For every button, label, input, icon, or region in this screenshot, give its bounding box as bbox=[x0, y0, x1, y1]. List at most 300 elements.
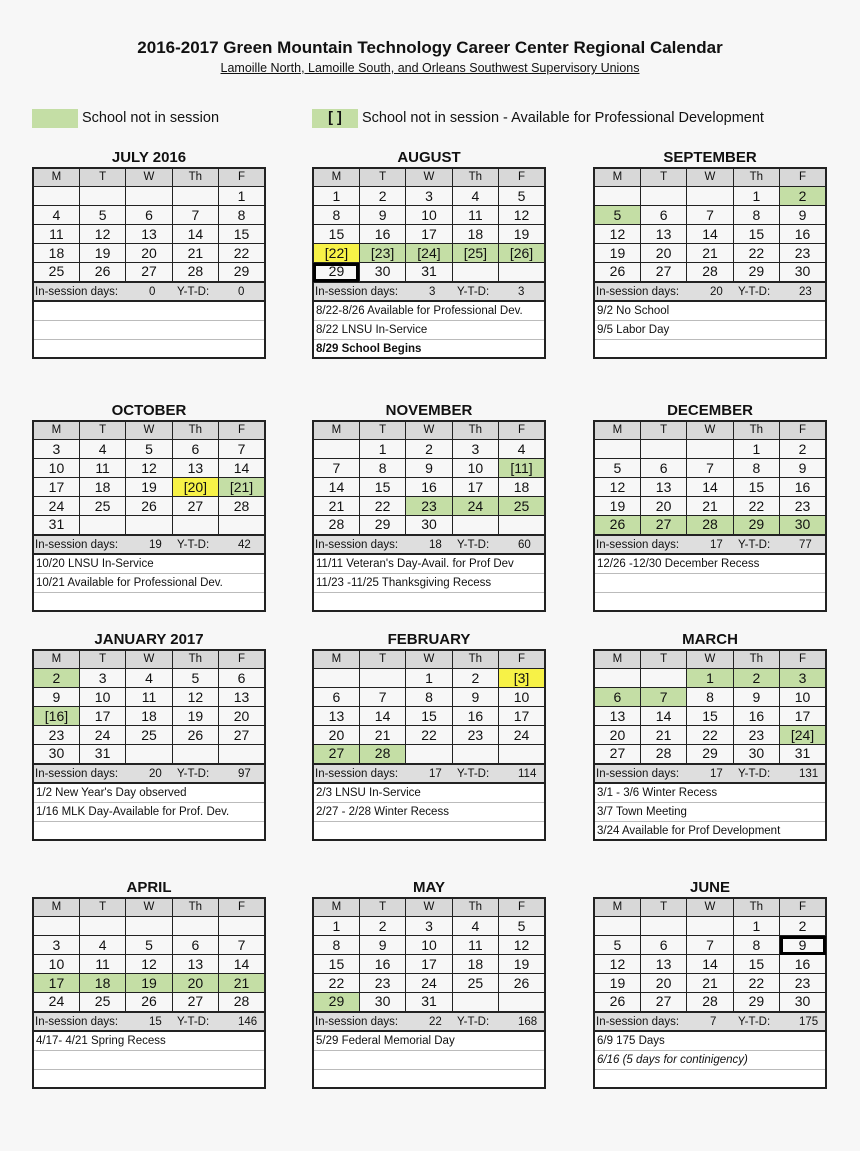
week-row bbox=[33, 688, 265, 707]
day-cell: 3 bbox=[33, 936, 79, 955]
week-row bbox=[313, 187, 545, 206]
week-row bbox=[594, 225, 826, 244]
day-cell bbox=[640, 669, 686, 688]
week-row bbox=[33, 955, 265, 974]
day-cell: 9 bbox=[780, 206, 826, 225]
day-cell: 14 bbox=[219, 955, 265, 974]
in-session-value: 3 bbox=[429, 285, 436, 298]
month-block bbox=[312, 401, 546, 612]
note-line bbox=[34, 593, 264, 612]
note-line: 1/16 MLK Day-Available for Prof. Dev. bbox=[34, 803, 264, 822]
note-line: 8/29 School Begins bbox=[316, 342, 422, 355]
day-cell: 22 bbox=[406, 726, 452, 745]
day-cell: 7 bbox=[687, 936, 733, 955]
day-cell: 20 bbox=[313, 726, 359, 745]
day-cell: 13 bbox=[594, 707, 640, 726]
day-cell: 24 bbox=[406, 974, 452, 993]
in-session-value: 20 bbox=[710, 285, 723, 298]
in-session-label: In-session days: bbox=[596, 1015, 680, 1028]
day-cell: 30 bbox=[406, 516, 452, 535]
weekday-header: T bbox=[79, 650, 125, 669]
week-row bbox=[313, 669, 545, 688]
week-row bbox=[33, 459, 265, 478]
day-cell: 21 bbox=[172, 244, 218, 263]
day-cell: 8 bbox=[406, 688, 452, 707]
note-line: 6/16 (5 days for continigency) bbox=[595, 1051, 825, 1070]
day-cell: 19 bbox=[126, 478, 172, 497]
day-cell: 2 bbox=[780, 917, 826, 936]
day-cell: 30 bbox=[33, 745, 79, 764]
note-line bbox=[34, 1051, 264, 1070]
day-cell: 9 bbox=[452, 688, 498, 707]
stats-row bbox=[32, 765, 266, 784]
day-cell: 8 bbox=[733, 206, 779, 225]
week-row bbox=[313, 206, 545, 225]
day-cell: 26 bbox=[126, 497, 172, 516]
day-cell: 9 bbox=[33, 688, 79, 707]
day-cell: 11 bbox=[33, 225, 79, 244]
weekday-header: M bbox=[313, 898, 359, 917]
day-cell: 28 bbox=[359, 745, 405, 764]
weekday-header: M bbox=[313, 421, 359, 440]
weekday-header: M bbox=[594, 168, 640, 187]
month-block bbox=[312, 630, 546, 841]
day-cell: 13 bbox=[172, 459, 218, 478]
day-cell: 23 bbox=[406, 497, 452, 516]
ytd-value: 97 bbox=[238, 767, 251, 780]
day-cell: 28 bbox=[687, 993, 733, 1012]
day-cell: 20 bbox=[594, 726, 640, 745]
ytd-value: 168 bbox=[518, 1015, 538, 1028]
day-cell: 16 bbox=[406, 478, 452, 497]
day-cell: 7 bbox=[313, 459, 359, 478]
day-cell: 20 bbox=[172, 974, 218, 993]
ytd-value: 0 bbox=[238, 285, 245, 298]
week-row bbox=[33, 244, 265, 263]
day-cell: 13 bbox=[313, 707, 359, 726]
day-cell: [22] bbox=[313, 244, 359, 263]
day-cell: 17 bbox=[33, 974, 79, 993]
day-cell: 12 bbox=[499, 206, 545, 225]
week-row bbox=[33, 206, 265, 225]
week-row bbox=[33, 516, 265, 535]
weekday-header: F bbox=[499, 898, 545, 917]
day-cell: 6 bbox=[126, 206, 172, 225]
in-session-label: In-session days: bbox=[315, 538, 399, 551]
day-cell: [24] bbox=[780, 726, 826, 745]
day-cell: 10 bbox=[33, 955, 79, 974]
day-cell: 31 bbox=[406, 993, 452, 1012]
note-line bbox=[34, 822, 264, 841]
week-row bbox=[594, 440, 826, 459]
day-cell bbox=[499, 993, 545, 1012]
day-cell bbox=[172, 745, 218, 764]
weekday-header: W bbox=[687, 898, 733, 917]
weekday-header: T bbox=[359, 421, 405, 440]
day-cell: 26 bbox=[594, 993, 640, 1012]
note-line bbox=[314, 1070, 544, 1089]
weekday-header-row bbox=[313, 650, 545, 669]
month-name: JANUARY 2017 bbox=[94, 631, 204, 648]
day-cell bbox=[594, 669, 640, 688]
day-cell: 2 bbox=[733, 669, 779, 688]
day-cell: 4 bbox=[499, 440, 545, 459]
stats-row bbox=[312, 283, 546, 302]
day-cell: 28 bbox=[172, 263, 218, 282]
weekday-header: F bbox=[499, 650, 545, 669]
day-cell: 16 bbox=[359, 225, 405, 244]
notes-box bbox=[32, 302, 266, 359]
day-cell: 21 bbox=[687, 244, 733, 263]
week-row bbox=[33, 669, 265, 688]
weekday-header: Th bbox=[452, 650, 498, 669]
day-cell: 4 bbox=[452, 187, 498, 206]
ytd-value: 175 bbox=[799, 1015, 819, 1028]
in-session-label: In-session days: bbox=[315, 767, 399, 780]
in-session-value: 0 bbox=[149, 285, 156, 298]
day-cell: 12 bbox=[126, 459, 172, 478]
day-cell: [23] bbox=[359, 244, 405, 263]
weekday-header-row bbox=[594, 421, 826, 440]
day-cell: 15 bbox=[406, 707, 452, 726]
week-row bbox=[594, 688, 826, 707]
note-line bbox=[314, 1051, 544, 1070]
week-row bbox=[594, 974, 826, 993]
day-cell: 4 bbox=[126, 669, 172, 688]
day-cell: 25 bbox=[499, 497, 545, 516]
week-row bbox=[313, 707, 545, 726]
day-cell: 14 bbox=[687, 225, 733, 244]
ytd-value: 60 bbox=[518, 538, 531, 551]
day-cell bbox=[640, 917, 686, 936]
day-cell: 23 bbox=[359, 974, 405, 993]
notes-box bbox=[32, 784, 266, 841]
weekday-header: M bbox=[33, 650, 79, 669]
day-cell: 27 bbox=[172, 993, 218, 1012]
legend-green-swatch bbox=[32, 109, 78, 128]
weekday-header: F bbox=[780, 898, 826, 917]
day-cell bbox=[452, 263, 498, 282]
day-cell bbox=[594, 917, 640, 936]
day-cell: 23 bbox=[452, 726, 498, 745]
day-cell: 5 bbox=[126, 936, 172, 955]
weekday-header: F bbox=[499, 168, 545, 187]
day-cell: 2 bbox=[452, 669, 498, 688]
day-cell bbox=[452, 516, 498, 535]
month-block bbox=[32, 630, 266, 841]
day-cell: 8 bbox=[219, 206, 265, 225]
month-block bbox=[593, 148, 827, 359]
week-row bbox=[313, 993, 545, 1012]
day-cell: 8 bbox=[359, 459, 405, 478]
stats-row bbox=[32, 283, 266, 302]
week-row bbox=[313, 726, 545, 745]
day-cell: 12 bbox=[594, 955, 640, 974]
weekday-header: F bbox=[780, 650, 826, 669]
in-session-value: 7 bbox=[710, 1015, 717, 1028]
weekday-header: W bbox=[687, 650, 733, 669]
weekday-header: Th bbox=[172, 168, 218, 187]
note-line: 12/26 -12/30 December Recess bbox=[595, 555, 825, 574]
day-cell: 16 bbox=[452, 707, 498, 726]
day-cell: 15 bbox=[687, 707, 733, 726]
weekday-header-row bbox=[33, 168, 265, 187]
day-cell: 7 bbox=[172, 206, 218, 225]
weekday-header: Th bbox=[733, 898, 779, 917]
day-cell: 26 bbox=[594, 263, 640, 282]
notes-box bbox=[593, 784, 827, 841]
note-line bbox=[595, 340, 825, 359]
day-cell: 30 bbox=[780, 993, 826, 1012]
weekday-header: Th bbox=[452, 168, 498, 187]
month-block bbox=[32, 878, 266, 1089]
month-table bbox=[32, 897, 266, 1013]
month-table bbox=[593, 167, 827, 283]
notes-box bbox=[593, 555, 827, 612]
weekday-header: M bbox=[594, 421, 640, 440]
day-cell: 14 bbox=[687, 955, 733, 974]
day-cell: 6 bbox=[640, 206, 686, 225]
month-table bbox=[312, 649, 546, 765]
stats-row bbox=[312, 1013, 546, 1032]
day-cell: 18 bbox=[33, 244, 79, 263]
day-cell: 3 bbox=[33, 440, 79, 459]
day-cell: 2 bbox=[780, 440, 826, 459]
day-cell: 11 bbox=[452, 936, 498, 955]
ytd-value: 23 bbox=[799, 285, 812, 298]
day-cell: 31 bbox=[780, 745, 826, 764]
week-row bbox=[33, 707, 265, 726]
day-cell: 3 bbox=[780, 669, 826, 688]
day-cell: 8 bbox=[313, 936, 359, 955]
month-name: SEPTEMBER bbox=[663, 149, 757, 166]
notes-box bbox=[32, 1032, 266, 1089]
note-line bbox=[34, 1070, 264, 1089]
day-cell: 18 bbox=[126, 707, 172, 726]
week-row bbox=[594, 707, 826, 726]
note-line bbox=[34, 302, 264, 321]
day-cell: 8 bbox=[733, 936, 779, 955]
month-block bbox=[312, 878, 546, 1089]
day-cell: 13 bbox=[640, 478, 686, 497]
weekday-header: W bbox=[406, 650, 452, 669]
day-cell: 2 bbox=[406, 440, 452, 459]
month-table bbox=[312, 420, 546, 536]
day-cell: 22 bbox=[687, 726, 733, 745]
weekday-header: F bbox=[219, 650, 265, 669]
day-cell: 1 bbox=[733, 917, 779, 936]
day-cell: 9 bbox=[780, 459, 826, 478]
day-cell bbox=[219, 516, 265, 535]
weekday-header: W bbox=[126, 650, 172, 669]
day-cell: 8 bbox=[687, 688, 733, 707]
weekday-header: W bbox=[406, 421, 452, 440]
month-name: APRIL bbox=[126, 879, 172, 896]
day-cell bbox=[219, 917, 265, 936]
day-cell: 15 bbox=[219, 225, 265, 244]
day-cell: 15 bbox=[359, 478, 405, 497]
week-row bbox=[313, 688, 545, 707]
day-cell: 3 bbox=[406, 917, 452, 936]
day-cell: 5 bbox=[172, 669, 218, 688]
day-cell: 15 bbox=[733, 955, 779, 974]
day-cell: 15 bbox=[313, 225, 359, 244]
day-cell: 10 bbox=[406, 206, 452, 225]
day-cell: 25 bbox=[79, 993, 125, 1012]
day-cell: 4 bbox=[79, 936, 125, 955]
day-cell: 28 bbox=[219, 993, 265, 1012]
week-row bbox=[313, 459, 545, 478]
day-cell: 21 bbox=[313, 497, 359, 516]
weekday-header: T bbox=[359, 650, 405, 669]
weekday-header: W bbox=[406, 898, 452, 917]
weekday-header-row bbox=[594, 168, 826, 187]
day-cell: 28 bbox=[313, 516, 359, 535]
day-cell: 13 bbox=[219, 688, 265, 707]
week-row bbox=[313, 974, 545, 993]
week-row bbox=[313, 244, 545, 263]
month-name: NOVEMBER bbox=[385, 402, 473, 419]
day-cell: 10 bbox=[406, 936, 452, 955]
day-cell: 25 bbox=[33, 263, 79, 282]
note-line: 9/5 Labor Day bbox=[595, 321, 825, 340]
note-line: 4/17- 4/21 Spring Recess bbox=[34, 1032, 264, 1051]
weekday-header: T bbox=[640, 650, 686, 669]
note-line: 2/3 LNSU In-Service bbox=[314, 784, 544, 803]
day-cell: [24] bbox=[406, 244, 452, 263]
day-cell: 17 bbox=[499, 707, 545, 726]
day-cell: 16 bbox=[733, 707, 779, 726]
week-row bbox=[33, 917, 265, 936]
day-cell: 2 bbox=[780, 187, 826, 206]
day-cell: 2 bbox=[359, 187, 405, 206]
day-cell: 25 bbox=[452, 974, 498, 993]
month-table bbox=[312, 897, 546, 1013]
weekday-header-row bbox=[594, 650, 826, 669]
week-row bbox=[33, 745, 265, 764]
ytd-label: Y-T-D: bbox=[457, 538, 490, 551]
day-cell: 28 bbox=[687, 263, 733, 282]
day-cell: 22 bbox=[313, 974, 359, 993]
weekday-header: Th bbox=[452, 421, 498, 440]
week-row bbox=[313, 478, 545, 497]
day-cell: 5 bbox=[499, 917, 545, 936]
month-table bbox=[32, 167, 266, 283]
day-cell: 19 bbox=[172, 707, 218, 726]
week-row bbox=[313, 263, 545, 282]
day-cell: 11 bbox=[79, 459, 125, 478]
day-cell: 21 bbox=[359, 726, 405, 745]
day-cell: 5 bbox=[594, 459, 640, 478]
weekday-header-row bbox=[313, 421, 545, 440]
weekday-header: M bbox=[33, 168, 79, 187]
day-cell: 17 bbox=[406, 955, 452, 974]
ytd-label: Y-T-D: bbox=[457, 767, 490, 780]
day-cell: 19 bbox=[594, 244, 640, 263]
day-cell bbox=[172, 917, 218, 936]
day-cell: 16 bbox=[780, 955, 826, 974]
day-cell: 9 bbox=[780, 936, 826, 955]
ytd-value: 42 bbox=[238, 538, 251, 551]
day-cell: 31 bbox=[33, 516, 79, 535]
day-cell: 12 bbox=[79, 225, 125, 244]
weekday-header: M bbox=[33, 898, 79, 917]
day-cell: 26 bbox=[172, 726, 218, 745]
day-cell bbox=[79, 516, 125, 535]
day-cell: 17 bbox=[79, 707, 125, 726]
notes-box bbox=[593, 1032, 827, 1089]
weekday-header: T bbox=[359, 898, 405, 917]
month-block bbox=[593, 401, 827, 612]
weekday-header-row bbox=[313, 168, 545, 187]
day-cell: 1 bbox=[313, 187, 359, 206]
day-cell: 12 bbox=[594, 478, 640, 497]
day-cell: 5 bbox=[499, 187, 545, 206]
day-cell: [21] bbox=[219, 478, 265, 497]
notes-box bbox=[32, 555, 266, 612]
weekday-header: W bbox=[126, 168, 172, 187]
day-cell bbox=[640, 187, 686, 206]
day-cell: 7 bbox=[359, 688, 405, 707]
in-session-value: 20 bbox=[149, 767, 162, 780]
weekday-header: F bbox=[219, 421, 265, 440]
weekday-header: T bbox=[359, 168, 405, 187]
day-cell: 25 bbox=[79, 497, 125, 516]
day-cell: 21 bbox=[687, 974, 733, 993]
day-cell: 18 bbox=[452, 225, 498, 244]
week-row bbox=[33, 225, 265, 244]
weekday-header: W bbox=[406, 168, 452, 187]
day-cell: 24 bbox=[79, 726, 125, 745]
month-table bbox=[312, 167, 546, 283]
day-cell: 26 bbox=[126, 993, 172, 1012]
day-cell: 14 bbox=[359, 707, 405, 726]
day-cell: 3 bbox=[406, 187, 452, 206]
day-cell: [3] bbox=[499, 669, 545, 688]
in-session-label: In-session days: bbox=[35, 1015, 119, 1028]
weekday-header: T bbox=[640, 898, 686, 917]
day-cell: 9 bbox=[359, 206, 405, 225]
day-cell bbox=[172, 516, 218, 535]
weekday-header: F bbox=[780, 168, 826, 187]
note-line: 1/2 New Year's Day observed bbox=[34, 784, 264, 803]
day-cell bbox=[499, 263, 545, 282]
day-cell: 6 bbox=[172, 936, 218, 955]
day-cell: 6 bbox=[313, 688, 359, 707]
month-name: JULY 2016 bbox=[111, 149, 187, 166]
day-cell: 29 bbox=[733, 516, 779, 535]
notes-box bbox=[593, 302, 827, 359]
weekday-header: Th bbox=[733, 168, 779, 187]
month-name: OCTOBER bbox=[111, 402, 187, 419]
day-cell: 29 bbox=[359, 516, 405, 535]
month-name: MARCH bbox=[682, 631, 738, 648]
week-row bbox=[594, 459, 826, 478]
day-cell bbox=[687, 187, 733, 206]
day-cell: 13 bbox=[172, 955, 218, 974]
day-cell bbox=[219, 745, 265, 764]
day-cell: 10 bbox=[33, 459, 79, 478]
day-cell: 27 bbox=[640, 993, 686, 1012]
day-cell: 12 bbox=[172, 688, 218, 707]
day-cell: 13 bbox=[640, 225, 686, 244]
week-row bbox=[313, 440, 545, 459]
day-cell: 5 bbox=[594, 206, 640, 225]
month-name: DECEMBER bbox=[667, 402, 753, 419]
day-cell: 1 bbox=[733, 440, 779, 459]
day-cell: 8 bbox=[733, 459, 779, 478]
ytd-label: Y-T-D: bbox=[177, 285, 210, 298]
